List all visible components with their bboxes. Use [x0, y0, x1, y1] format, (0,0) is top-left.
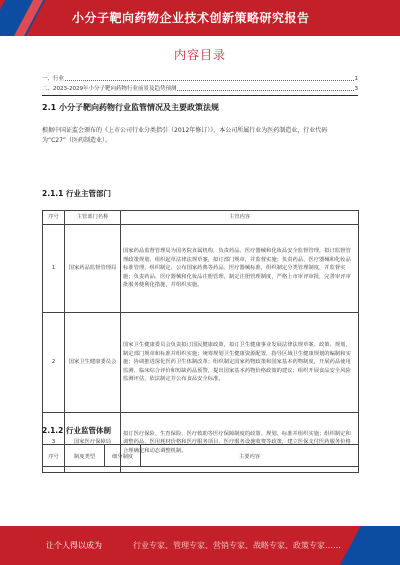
section-heading-2-1-2: 2.1.2 行业监管体制: [42, 426, 111, 435]
table-header-cell: 制度类型: [65, 445, 105, 467]
toc-entry-page: 3: [354, 86, 358, 92]
table-header-row: [43, 211, 359, 225]
toc-leader-dots: [177, 87, 353, 91]
footer-slogan: 让个人得以成为: [46, 541, 102, 550]
row-number: 3: [43, 413, 65, 473]
department-name: 国家卫生健康委员会: [65, 313, 121, 413]
toc-entry-text: 二、2023-2029年小分子靶向药物行业前景及趋势预测: [42, 86, 177, 92]
table-header-cell: 序号: [43, 211, 65, 225]
table-header-cell: 序号: [43, 445, 65, 467]
table-header-row: [43, 445, 359, 467]
table-header-cell: 主管内容: [121, 211, 359, 225]
toc-entry-2[interactable]: [42, 84, 358, 92]
table-header-cell: 细分制度: [105, 445, 141, 467]
department-name: 国家医疗保障局: [65, 413, 121, 473]
department-duties: 国家卫生健康委员会负责拟订国民健康政策，拟订卫生健康事业发展法律法规草案、政策、规划，制定部门规章和标准并组织实施；统筹规划卫生健康资源配置，指导区域卫生健康规划的编制和实施；协调推进深化医药卫生体制改革；组织制定国家药物政策和国家基本药物制度，开展药品使用监测、临床综合评价和短缺药品预警，提出国家基本药物价格政策的建议；组织开展食品安全风险监测评估，依法制定并公布食品安全标准。: [121, 313, 359, 413]
section-paragraph: 根据中国证监会颁布的《上市公司行业分类指引（2012年修订）》，本公司所属行业为医药制造业，行业代码为“C27”（医药制造业）。: [42, 127, 328, 144]
row-number: 1: [43, 225, 65, 313]
table-header-cell: 主管部门名称: [65, 211, 121, 225]
row-number: 2: [43, 313, 65, 413]
report-footer-banner: [0, 526, 400, 565]
toc-divider: [42, 95, 358, 96]
report-header-banner: [0, 0, 400, 36]
table-row: [43, 313, 359, 413]
toc-entry-text: 一、行业: [42, 76, 65, 82]
department-name: 国家药品监督管理局: [65, 225, 121, 313]
footer-blue-corner: [340, 526, 400, 565]
toc-leader-dots: [65, 77, 353, 81]
section-heading-2-1-1: 2.1.1 行业主管部门: [42, 189, 111, 198]
department-duties: 国家药品监督管理局为国务院直属机构，负责药品、医疗器械和化妆品安全监督管理，拟订监督管理政策规划，组织起草法律法规草案，拟订部门规章，并监督实施；负责药品、医疗器械和化妆品标准管理，组织制定、公布国家药典等药品、医疗器械标准，组织制定分类管理制度，并监督实施；负责药品、医疗器械和化妆品注册管理，制定注册管理制度，严格上市审评审批，完善审评审批服务便利化措施，并组织实施。: [121, 225, 359, 313]
toc-entry-page: 1: [354, 76, 358, 82]
table-header-cell: 主要内容: [141, 445, 359, 467]
regulatory-system-table: [42, 444, 359, 467]
footer-tagline: 行业专家、管理专家、营销专家、战略专家、政策专家……: [133, 541, 341, 550]
toc-entry-1[interactable]: [42, 74, 358, 82]
toc-title: 内容目录: [173, 48, 226, 62]
report-title: 小分子靶向药物企业技术创新策略研究报告: [72, 11, 310, 25]
department-duties: 拟订医疗保险、生育保险、医疗救助等医疗保障制度的政策、规划、标准并组织实施；组织制定和调整药品、医用耗材价格和医疗服务项目、医疗服务设施收费等政策，建立医保支付医药服务价格合理确定和动态调整机制。: [121, 413, 359, 473]
section-heading-2-1: 2.1 小分子靶向药物行业监管情况及主要政策法规: [42, 103, 219, 112]
table-row: [43, 225, 359, 313]
